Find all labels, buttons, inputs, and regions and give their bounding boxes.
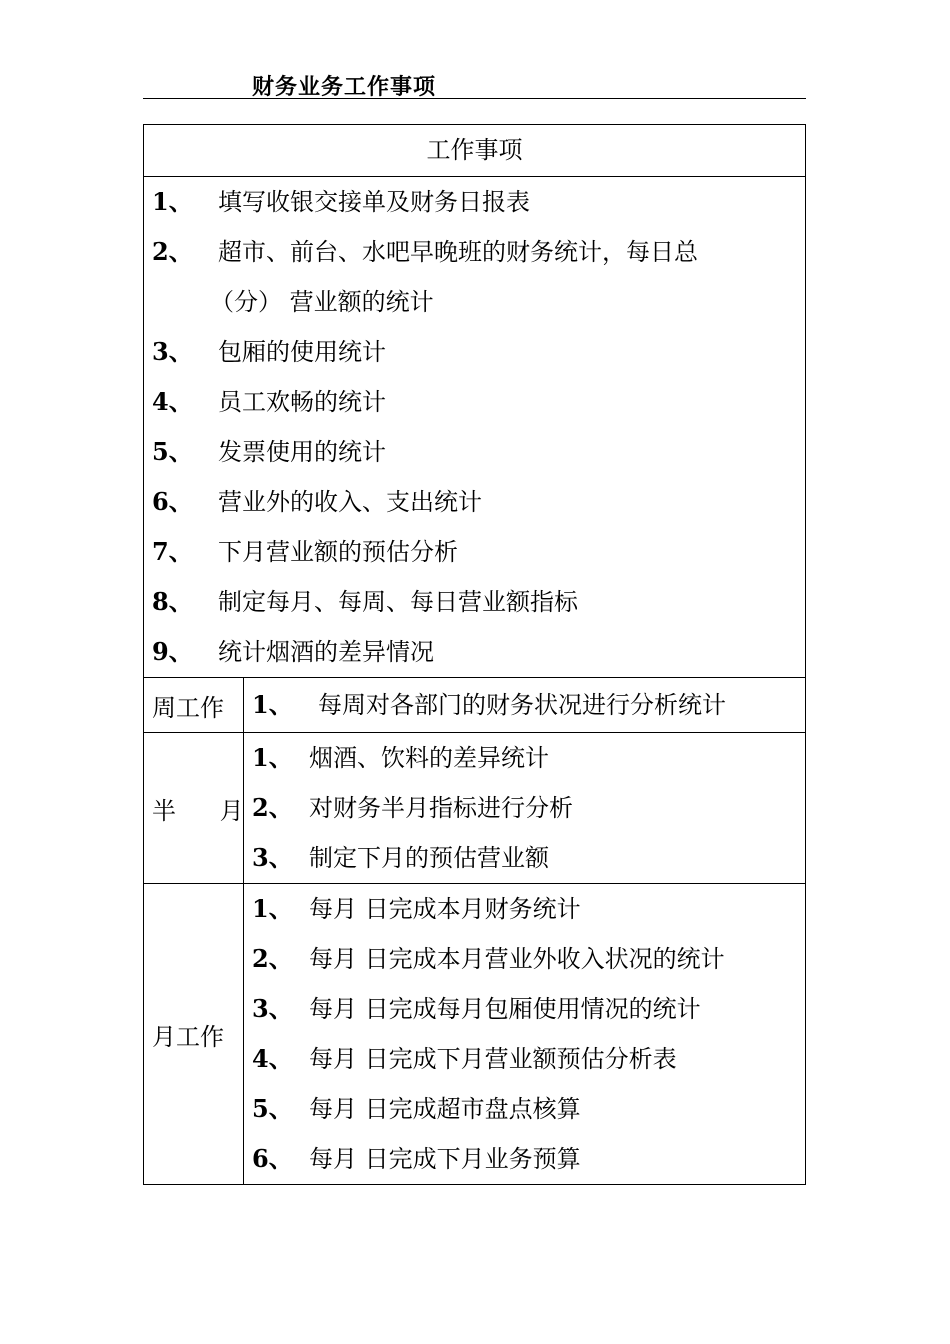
item-text: 每月 日完成下月业务预算 [309,1145,581,1173]
item-text: 员工欢畅的统计 [218,388,386,416]
list-item [152,427,805,477]
item-text: 包厢的使用统计 [218,338,386,366]
list-item [152,227,805,277]
list-item [152,177,805,227]
daily-row [144,177,806,678]
list-item [252,783,805,833]
item-text: 烟酒、饮料的差异统计 [309,744,549,772]
list-item [152,527,805,577]
item-number: 1、 [152,187,193,216]
item-number: 4、 [152,387,193,416]
item-number: 7、 [152,537,193,566]
list-item [152,627,805,677]
list-item [252,984,805,1034]
item-text: （分） 营业额的统计 [210,288,434,316]
item-text: 每周对各部门的财务状况进行分析统计 [318,691,726,719]
list-item [252,1034,805,1084]
item-text: 每月 日完成本月财务统计 [309,895,581,923]
list-item [152,477,805,527]
item-text: 制定每月、每周、每日营业额指标 [218,588,578,616]
item-text: 每月 日完成本月营业外收入状况的统计 [309,945,725,973]
daily-items-cell [144,177,806,678]
monthly-items-cell [244,884,806,1185]
item-number: 5、 [152,437,193,466]
list-item [252,1134,805,1184]
weekly-row [144,678,806,733]
item-number: 9、 [152,637,193,666]
item-number: 6、 [252,1144,293,1173]
item-number: 1、 [252,894,293,923]
item-number: 2、 [152,237,193,266]
list-item [252,1084,805,1134]
list-item [152,577,805,627]
item-text: 每月 日完成每月包厢使用情况的统计 [309,995,701,1023]
item-text: 发票使用的统计 [218,438,386,466]
list-item-continuation [152,277,805,327]
item-text: 制定下月的预估营业额 [309,844,549,872]
item-text: 对财务半月指标进行分析 [309,794,573,822]
item-number: 4、 [252,1044,293,1073]
item-text: 每月 日完成下月营业额预估分析表 [309,1045,677,1073]
half-month-items-cell [244,733,806,884]
monthly-row [144,884,806,1185]
item-number: 8、 [152,587,193,616]
item-number: 5、 [252,1094,293,1123]
item-number: 6、 [152,487,193,516]
item-number: 2、 [252,793,293,822]
item-number: 3、 [152,337,193,366]
list-item [252,934,805,984]
item-number: 2、 [252,944,293,973]
item-text: 营业外的收入、支出统计 [218,488,482,516]
weekly-label: 周工作 [144,678,244,733]
half-month-row [144,733,806,884]
item-text: 下月营业额的预估分析 [218,538,458,566]
item-number: 1、 [252,690,293,719]
weekly-items-cell [244,678,806,733]
item-number: 1、 [252,743,293,772]
document-title: 财务业务工作事项 [252,75,437,100]
item-number: 3、 [252,994,293,1023]
list-item [152,327,805,377]
list-item [252,833,805,883]
table-column-header: 工作事项 [144,125,806,177]
item-number: 3、 [252,843,293,872]
item-text: 填写收银交接单及财务日报表 [218,188,530,216]
list-item [252,884,805,934]
work-items-table [143,124,806,1185]
monthly-label: 月工作 [144,884,244,1185]
list-item [152,377,805,427]
half-month-label [144,733,262,884]
item-text: 每月 日完成超市盘点核算 [309,1095,581,1123]
header-divider [143,98,806,99]
half-month-label-text: 半 月 [152,796,262,825]
table-header-row [144,125,806,177]
list-item [252,678,805,732]
item-text: 统计烟酒的差异情况 [218,638,434,666]
list-item [252,733,805,783]
item-text: 超市、前台、水吧早晚班的财务统计，每日总 [218,238,698,266]
